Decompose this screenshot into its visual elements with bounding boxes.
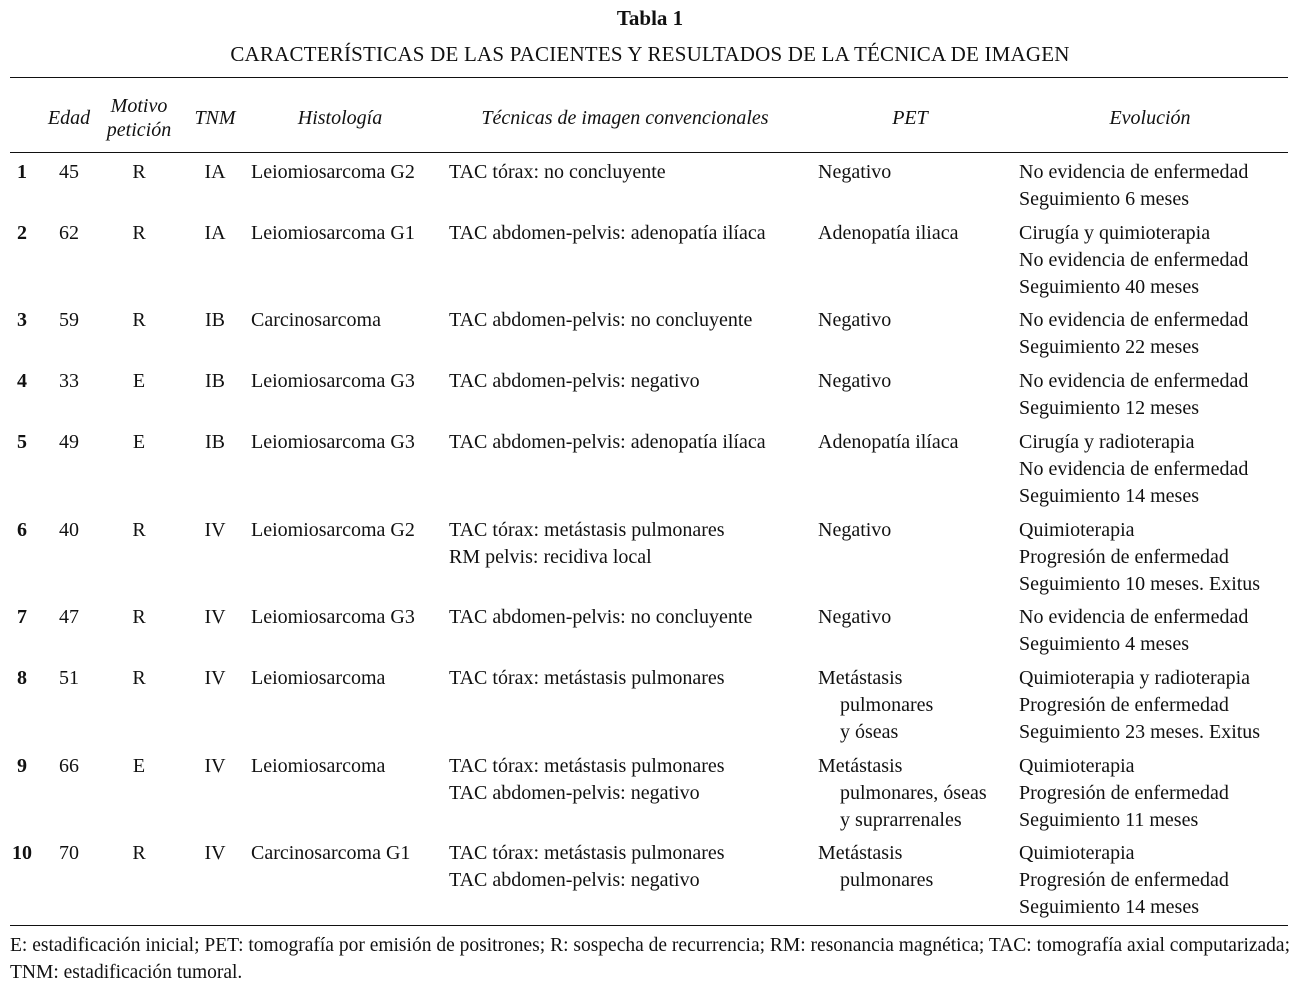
- cell-pet: [818, 429, 959, 456]
- cell-edad: 70: [59, 842, 79, 864]
- cell-pet-line: pulmonares: [840, 694, 934, 716]
- cell-pet: [818, 753, 987, 834]
- header-motivo-line1: Motivo: [110, 95, 168, 117]
- cell-tecnicas-line: TAC abdomen-pelvis: no concluyente: [449, 606, 753, 628]
- cell-tnm: IV: [204, 519, 226, 541]
- cell-evolucion-line: Seguimiento 40 meses: [1019, 276, 1199, 298]
- cell-evolucion-line: Seguimiento 11 meses: [1019, 809, 1199, 831]
- cell-evolucion-line: Progresión de enfermedad: [1019, 546, 1229, 568]
- cell-motivo: R: [132, 161, 146, 183]
- cell-tecnicas-line: TAC abdomen-pelvis: negativo: [449, 370, 700, 392]
- cell-evolucion-line: Seguimiento 14 meses: [1019, 485, 1199, 507]
- cell-tecnicas-line: TAC abdomen-pelvis: negativo: [449, 869, 700, 891]
- cell-tecnicas: [449, 307, 752, 334]
- cell-evolucion-line: No evidencia de enfermedad: [1019, 458, 1249, 480]
- cell-evolucion: [1019, 517, 1260, 598]
- cell-edad: 66: [59, 755, 79, 777]
- cell-edad: 47: [59, 606, 79, 628]
- cell-evolucion-line: No evidencia de enfermedad: [1019, 606, 1249, 628]
- cell-evolucion-line: Cirugía y radioterapia: [1019, 431, 1195, 453]
- row-number: 4: [17, 370, 27, 392]
- cell-edad: 45: [59, 161, 79, 183]
- row-number: 3: [17, 309, 27, 331]
- cell-tecnicas-line: TAC tórax: metástasis pulmonares: [449, 755, 725, 777]
- cell-pet-line: Negativo: [818, 309, 892, 331]
- cell-edad: 59: [59, 309, 79, 331]
- cell-evolucion-line: Seguimiento 14 meses: [1019, 896, 1199, 918]
- cell-tecnicas: [449, 840, 725, 894]
- cell-motivo: R: [132, 519, 146, 541]
- cell-evolucion-line: Seguimiento 10 meses. Exitus: [1019, 573, 1261, 595]
- cell-motivo: R: [132, 309, 146, 331]
- row-number: 1: [17, 161, 27, 183]
- cell-edad: 49: [59, 431, 79, 453]
- top-rule: [10, 77, 1288, 78]
- cell-histologia: Leiomiosarcoma G2: [251, 519, 415, 541]
- cell-tnm: IV: [204, 667, 226, 689]
- cell-pet: [818, 840, 933, 894]
- cell-motivo: R: [132, 606, 146, 628]
- cell-tecnicas-line: TAC abdomen-pelvis: adenopatía ilíaca: [449, 222, 766, 244]
- cell-evolucion-line: Cirugía y quimioterapia: [1019, 222, 1211, 244]
- cell-pet-line: Adenopatía iliaca: [818, 222, 959, 244]
- cell-tnm: IV: [204, 842, 226, 864]
- cell-tecnicas-line: TAC abdomen-pelvis: adenopatía ilíaca: [449, 431, 766, 453]
- cell-tnm: IV: [204, 755, 226, 777]
- cell-evolucion-line: Quimioterapia y radioterapia: [1019, 667, 1251, 689]
- cell-evolucion: [1019, 307, 1248, 361]
- cell-pet-line: Metástasis: [818, 755, 903, 777]
- cell-pet-line: Negativo: [818, 370, 892, 392]
- cell-motivo: E: [132, 370, 146, 392]
- header-motivo-line2: petición: [106, 119, 172, 141]
- cell-tnm: IB: [205, 431, 225, 453]
- cell-edad: 51: [59, 667, 79, 689]
- cell-evolucion: [1019, 665, 1260, 746]
- table-footnote: E: estadificación inicial; PET: tomografía por emisión de positrones; R: sospecha de recurrencia; RM: resonancia magnética; TAC: tomografía axial computarizada; TNM: estadificación tumoral.: [10, 935, 1290, 983]
- cell-tecnicas: [449, 753, 725, 807]
- cell-tecnicas: [449, 665, 725, 692]
- table-subtitle: CARACTERÍSTICAS DE LAS PACIENTES Y RESULTADOS DE LA TÉCNICA DE IMAGEN: [230, 42, 1070, 66]
- cell-evolucion-line: Quimioterapia: [1019, 519, 1135, 541]
- cell-evolucion: [1019, 840, 1229, 921]
- cell-tecnicas-line: TAC tórax: no concluyente: [449, 161, 666, 183]
- cell-edad: 33: [59, 370, 79, 392]
- cell-evolucion-line: No evidencia de enfermedad: [1019, 370, 1249, 392]
- cell-pet-line: Metástasis: [818, 842, 903, 864]
- cell-histologia: Leiomiosarcoma G2: [251, 161, 415, 183]
- cell-evolucion-line: Seguimiento 22 meses: [1019, 336, 1199, 358]
- cell-pet-line: pulmonares: [840, 869, 934, 891]
- cell-evolucion-line: Progresión de enfermedad: [1019, 694, 1229, 716]
- table-title: Tabla 1: [616, 6, 684, 30]
- cell-histologia: Leiomiosarcoma: [251, 755, 386, 777]
- header-histologia: Histología: [297, 107, 383, 129]
- cell-pet: [818, 517, 891, 544]
- row-number: 10: [12, 842, 32, 864]
- cell-evolucion-line: Seguimiento 4 meses: [1019, 633, 1189, 655]
- cell-pet-line: y óseas: [840, 721, 899, 743]
- cell-evolucion-line: Seguimiento 23 meses. Exitus: [1019, 721, 1261, 743]
- cell-evolucion: [1019, 159, 1248, 213]
- cell-pet: [818, 159, 891, 186]
- cell-histologia: Leiomiosarcoma: [251, 667, 386, 689]
- cell-tecnicas: [449, 220, 766, 247]
- header-evolucion: Evolución: [1109, 107, 1191, 129]
- row-number: 9: [17, 755, 27, 777]
- cell-pet-line: Negativo: [818, 606, 892, 628]
- cell-evolucion: [1019, 429, 1248, 510]
- header-tecnicas: Técnicas de imagen convencionales: [481, 107, 769, 129]
- cell-pet: [818, 220, 959, 247]
- cell-histologia: Carcinosarcoma G1: [251, 842, 411, 864]
- cell-tecnicas: [449, 159, 666, 186]
- cell-motivo: R: [132, 667, 146, 689]
- row-number: 5: [17, 431, 27, 453]
- cell-pet-line: y suprarrenales: [840, 809, 962, 831]
- header-pet: PET: [892, 107, 928, 129]
- cell-tnm: IA: [204, 161, 226, 183]
- cell-pet-line: Metástasis: [818, 667, 903, 689]
- row-number: 2: [17, 222, 27, 244]
- cell-tnm: IB: [205, 370, 225, 392]
- header-tnm: TNM: [194, 107, 236, 129]
- cell-evolucion-line: Quimioterapia: [1019, 842, 1135, 864]
- row-number: 7: [17, 606, 27, 628]
- cell-edad: 62: [59, 222, 79, 244]
- cell-evolucion: [1019, 220, 1248, 301]
- header-motivo: [96, 94, 182, 142]
- cell-evolucion-line: Progresión de enfermedad: [1019, 782, 1229, 804]
- cell-pet-line: Adenopatía ilíaca: [818, 431, 959, 453]
- cell-evolucion-line: Progresión de enfermedad: [1019, 869, 1229, 891]
- row-number: 8: [17, 667, 27, 689]
- cell-evolucion: [1019, 753, 1229, 834]
- cell-tnm: IA: [204, 222, 226, 244]
- cell-motivo: R: [132, 842, 146, 864]
- header-edad: Edad: [47, 107, 91, 129]
- cell-motivo: R: [132, 222, 146, 244]
- cell-motivo: E: [132, 755, 146, 777]
- cell-pet: [818, 368, 891, 395]
- cell-pet-line: Negativo: [818, 161, 892, 183]
- cell-motivo: E: [132, 431, 146, 453]
- cell-histologia: Leiomiosarcoma G3: [251, 431, 415, 453]
- cell-evolucion-line: No evidencia de enfermedad: [1019, 249, 1249, 271]
- row-number: 6: [17, 519, 27, 541]
- cell-tnm: IB: [205, 309, 225, 331]
- bottom-rule: [10, 925, 1288, 926]
- cell-evolucion-line: No evidencia de enfermedad: [1019, 309, 1249, 331]
- cell-evolucion-line: Seguimiento 12 meses: [1019, 397, 1199, 419]
- cell-evolucion: [1019, 604, 1248, 658]
- cell-tecnicas: [449, 604, 752, 631]
- cell-histologia: Leiomiosarcoma G3: [251, 606, 415, 628]
- cell-histologia: Leiomiosarcoma G3: [251, 370, 415, 392]
- cell-tecnicas: [449, 429, 766, 456]
- header-rule: [10, 152, 1288, 153]
- cell-pet-line: pulmonares, óseas: [840, 782, 987, 804]
- cell-histologia: Carcinosarcoma: [251, 309, 381, 331]
- cell-tecnicas: [449, 517, 725, 571]
- cell-evolucion-line: No evidencia de enfermedad: [1019, 161, 1249, 183]
- cell-pet: [818, 604, 891, 631]
- cell-evolucion-line: Seguimiento 6 meses: [1019, 188, 1189, 210]
- cell-evolucion-line: Quimioterapia: [1019, 755, 1135, 777]
- cell-pet-line: Negativo: [818, 519, 892, 541]
- cell-tecnicas-line: TAC tórax: metástasis pulmonares: [449, 842, 725, 864]
- cell-evolucion: [1019, 368, 1248, 422]
- cell-tecnicas-line: TAC tórax: metástasis pulmonares: [449, 667, 725, 689]
- cell-pet: [818, 665, 933, 746]
- cell-tecnicas: [449, 368, 700, 395]
- cell-histologia: Leiomiosarcoma G1: [251, 222, 415, 244]
- cell-tecnicas-line: RM pelvis: recidiva local: [449, 546, 652, 568]
- cell-tecnicas-line: TAC abdomen-pelvis: negativo: [449, 782, 700, 804]
- cell-tecnicas-line: TAC abdomen-pelvis: no concluyente: [449, 309, 753, 331]
- cell-tecnicas-line: TAC tórax: metástasis pulmonares: [449, 519, 725, 541]
- cell-edad: 40: [59, 519, 79, 541]
- cell-pet: [818, 307, 891, 334]
- cell-tnm: IV: [204, 606, 226, 628]
